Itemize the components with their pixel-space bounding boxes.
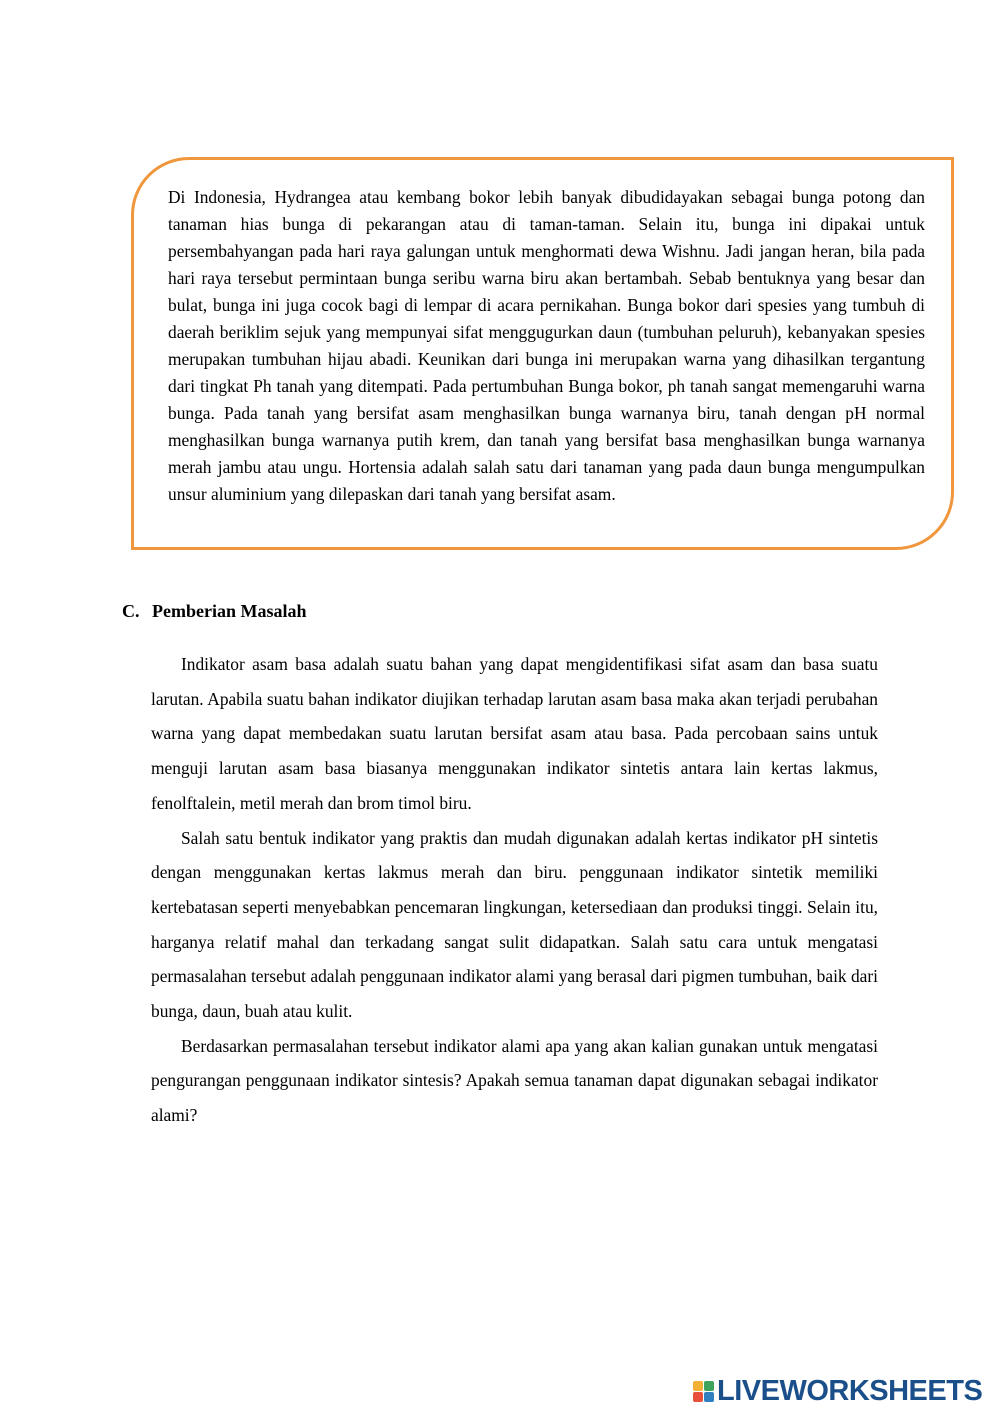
paragraph: Berdasarkan permasalahan tersebut indikator alami apa yang akan kalian gunakan untuk mengatasi pengurangan penggunaan indikator sintesis? Apakah semua tanaman dapat digunakan sebagai indikator alami? [151, 1035, 878, 1126]
liveworksheets-logo [693, 1375, 982, 1407]
section-title: Pemberian Masalah [152, 601, 307, 621]
logo-mark-icon [693, 1381, 714, 1402]
logo-text: LIVEWORKSHEETS [717, 1375, 983, 1407]
paragraph: Indikator asam basa adalah suatu bahan yang dapat mengidentifikasi sifat asam dan basa suatu larutan. Apabila suatu bahan indikator diujikan terhadap larutan asam basa maka akan terjadi perubahan warna yang dapat membedakan suatu larutan bersifat asam atau basa. Pada percobaan sains untuk menguji larutan asam basa biasanya menggunakan indikator sintetis antara lain kertas lakmus, fenolftalein, metil merah dan brom timol biru. [151, 654, 878, 813]
logo-mark-square [704, 1392, 714, 1402]
section-heading [122, 598, 307, 624]
info-box [131, 157, 954, 550]
logo-mark-square [693, 1381, 703, 1391]
paragraph: Salah satu bentuk indikator yang praktis dan mudah digunakan adalah kertas indikator pH sintetis dengan menggunakan kertas lakmus merah dan biru. penggunaan indikator sintetik memiliki kertebatasan seperti menyebabkan pencemaran lingkungan, ketersediaan dan produksi tinggi. Selain itu, harganya relatif mahal dan terkadang sangat sulit didapatkan. Salah satu cara untuk mengatasi permasalahan tersebut adalah penggunaan indikator alami yang berasal dari pigmen tumbuhan, baik dari bunga, daun, buah atau kulit. [151, 827, 878, 1022]
section-letter: C. [122, 601, 140, 621]
info-box-text: Di Indonesia, Hydrangea atau kembang bokor lebih banyak dibudidayakan sebagai bunga potong dan tanaman hias bunga di pekarangan atau di taman-taman. Selain itu, bunga ini dipakai untuk persembahyangan pada hari raya galungan untuk menghormati dewa Wishnu. Jadi jangan heran, bila pada hari raya tersebut permintaan bunga seribu warna biru akan bertambah. Sebab bentuknya yang besar dan bulat, bunga ini juga cocok bagi di lempar di acara pernikahan. Bunga bokor dari spesies yang tumbuh di daerah beriklim sejuk yang mempunyai sifat menggugurkan daun (tumbuhan peluruh), kebanyakan spesies merupakan tumbuhan hijau abadi. Keunikan dari bunga ini merupakan warna yang dihasilkan tergantung dari tingkat Ph tanah yang ditempati. Pada pertumbuhan Bunga bokor, ph tanah sangat memengaruhi warna bunga. Pada tanah yang bersifat asam menghasilkan bunga warnanya biru, tanah dengan pH normal menghasilkan bunga warnanya putih krem, dan tanah yang bersifat basa menghasilkan bunga warnanya merah jambu atau ungu. Hortensia adalah salah satu dari tanaman yang pada daun bunga mengumpulkan unsur aluminium yang dilepaskan dari tanah yang bersifat asam. [168, 187, 925, 504]
section-body [151, 647, 878, 1133]
logo-mark-square [693, 1392, 703, 1402]
logo-mark-square [704, 1381, 714, 1391]
